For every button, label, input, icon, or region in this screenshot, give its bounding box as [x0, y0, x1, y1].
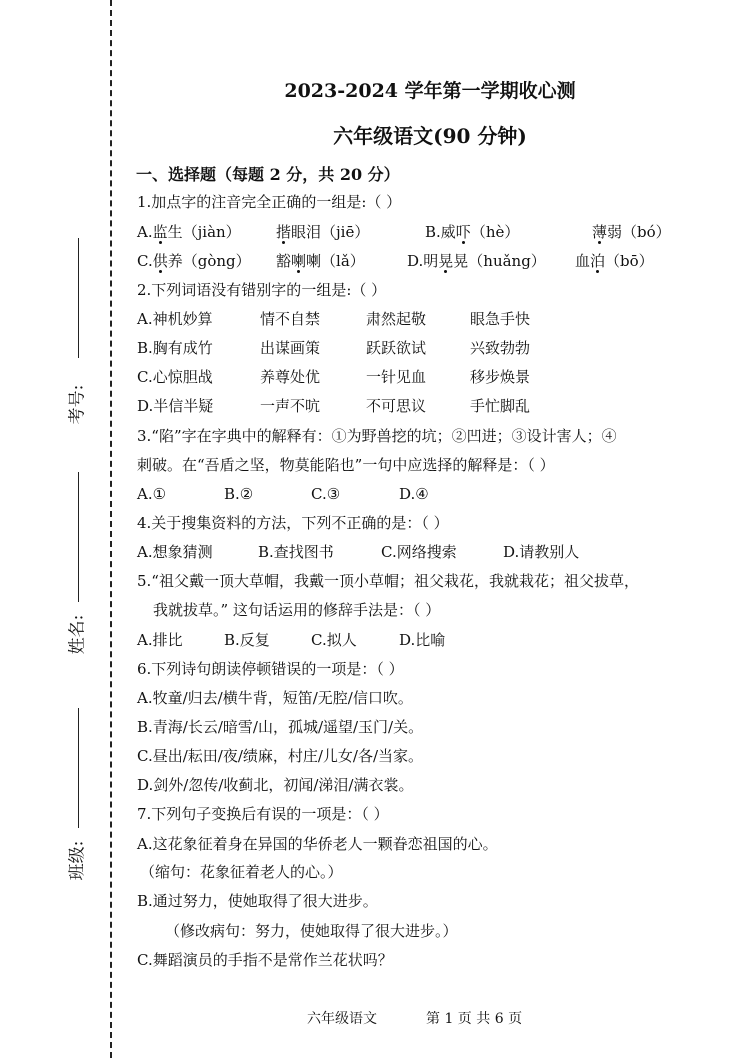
q7-option-b-note: （修改病句：努力，使她取得了很大进步。） [165, 922, 458, 940]
q1-option-b2: 薄弱（bó） [592, 223, 671, 241]
q4-option: B.查找图书 [258, 543, 334, 561]
q4-option: D.请教别人 [503, 543, 580, 561]
q7-option-b: B.通过努力，使她取得了很大进步。 [137, 892, 378, 910]
class-underline [78, 708, 79, 828]
q7-option-c: C.舞蹈演员的手指不是常作兰花状吗？ [137, 951, 393, 969]
q2-cell: 手忙脚乱 [470, 397, 531, 415]
q2-cell: 跃跃欲试 [366, 339, 427, 357]
q6-option-c: C.昼出/耘田/夜/绩麻，村庄/儿女/各/当家。 [137, 747, 424, 765]
q2-cell: 情不自禁 [260, 310, 321, 328]
q2-cell: 出谋画策 [260, 339, 321, 357]
q5-stem-line2: 我就拔草。” 这句话运用的修辞手法是：（ ） [153, 601, 441, 619]
q1-option-c1: C.供养（gòng） [137, 252, 251, 270]
class-label: 班级: [67, 840, 88, 881]
q2-stem: 2.下列词语没有错别字的一组是:（ ） [137, 281, 387, 299]
q6-option-b: B.青海/长云/暗雪/山，孤城/遥望/玉门/关。 [137, 718, 424, 736]
q6-option-a: A.牧童/归去/横牛背，短笛/无腔/信口吹。 [137, 689, 413, 707]
q1-option-b1: B.威吓（hè） [425, 223, 520, 241]
binding-dashed-line [110, 0, 112, 1058]
q2-cell: 一声不吭 [260, 397, 321, 415]
q2-cell: 不可思议 [366, 397, 427, 415]
q1-stem: 1.加点字的注音完全正确的一组是:（ ） [137, 193, 402, 211]
q2-cell: D.半信半疑 [137, 397, 214, 415]
q2-cell: 一针见血 [366, 368, 427, 386]
q3-stem-line2: 刺破。在“吾盾之坚，物莫能陷也”一句中应选择的解释是：（ ） [137, 456, 555, 474]
q1-option-d2: 血泊（bō） [575, 252, 654, 270]
q6-option-d: D.剑外/忽传/收蓟北，初闻/涕泪/满衣裳。 [137, 776, 414, 794]
name-underline [78, 472, 79, 602]
q7-stem: 7.下列句子变换后有误的一项是：（ ） [137, 805, 389, 823]
footer-subject: 六年级语文 [307, 1011, 377, 1027]
q7-option-a: A.这花象征着身在异国的华侨老人一颗眷恋祖国的心。 [137, 835, 498, 853]
q5-option: C.拟人 [311, 631, 357, 649]
q5-stem-line1: 5.“祖父戴一顶大草帽，我戴一顶小草帽；祖父栽花，我就栽花；祖父拔草， [137, 572, 639, 590]
section-heading: 一、选择题（每题 2 分，共 20 分） [136, 165, 400, 184]
q2-cell: 兴致勃勃 [470, 339, 531, 357]
q1-option-a1: A.监生（jiàn） [137, 223, 241, 241]
q1-option-a2: 揩眼泪（jiē） [276, 223, 370, 241]
q2-cell: A.神机妙算 [137, 310, 213, 328]
q3-option: B.② [224, 485, 254, 503]
q5-option: A.排比 [137, 631, 183, 649]
exam-title: 2023-2024 学年第一学期收心测 [284, 80, 576, 102]
q7-option-a-note: （缩句：花象征着老人的心。） [140, 863, 343, 881]
q1-option-c2: 豁喇喇（lǎ） [276, 252, 365, 270]
name-label: 姓名: [67, 614, 88, 655]
q2-cell: 养尊处优 [260, 368, 321, 386]
q6-stem: 6.下列诗句朗读停顿错误的一项是：（ ） [137, 660, 404, 678]
q1-option-d1: D.明晃晃（huǎng） [407, 252, 546, 270]
exam-no-label: 考号: [67, 384, 88, 425]
q3-option: A.① [137, 485, 167, 503]
q4-option: C.网络搜索 [381, 543, 457, 561]
q2-cell: 眼急手快 [470, 310, 531, 328]
q2-cell: C.心惊胆战 [137, 368, 213, 386]
q3-stem-line1: 3.“陷”字在字典中的解释有：①为野兽挖的坑；②凹进；③设计害人；④ [137, 427, 617, 445]
q5-option: D.比喻 [399, 631, 446, 649]
q3-option: C.③ [311, 485, 341, 503]
exam-no-underline [78, 238, 79, 358]
q4-stem: 4.关于搜集资料的方法，下列不正确的是：（ ） [137, 514, 449, 532]
q2-cell: B.胸有成竹 [137, 339, 213, 357]
q2-cell: 肃然起敬 [366, 310, 427, 328]
q4-option: A.想象猜测 [137, 543, 213, 561]
footer-page-number: 第 1 页 共 6 页 [426, 1011, 523, 1027]
q3-option: D.④ [399, 485, 429, 503]
exam-subtitle: 六年级语文(90 分钟) [333, 124, 527, 148]
q2-cell: 移步焕景 [470, 368, 531, 386]
q5-option: B.反复 [224, 631, 270, 649]
